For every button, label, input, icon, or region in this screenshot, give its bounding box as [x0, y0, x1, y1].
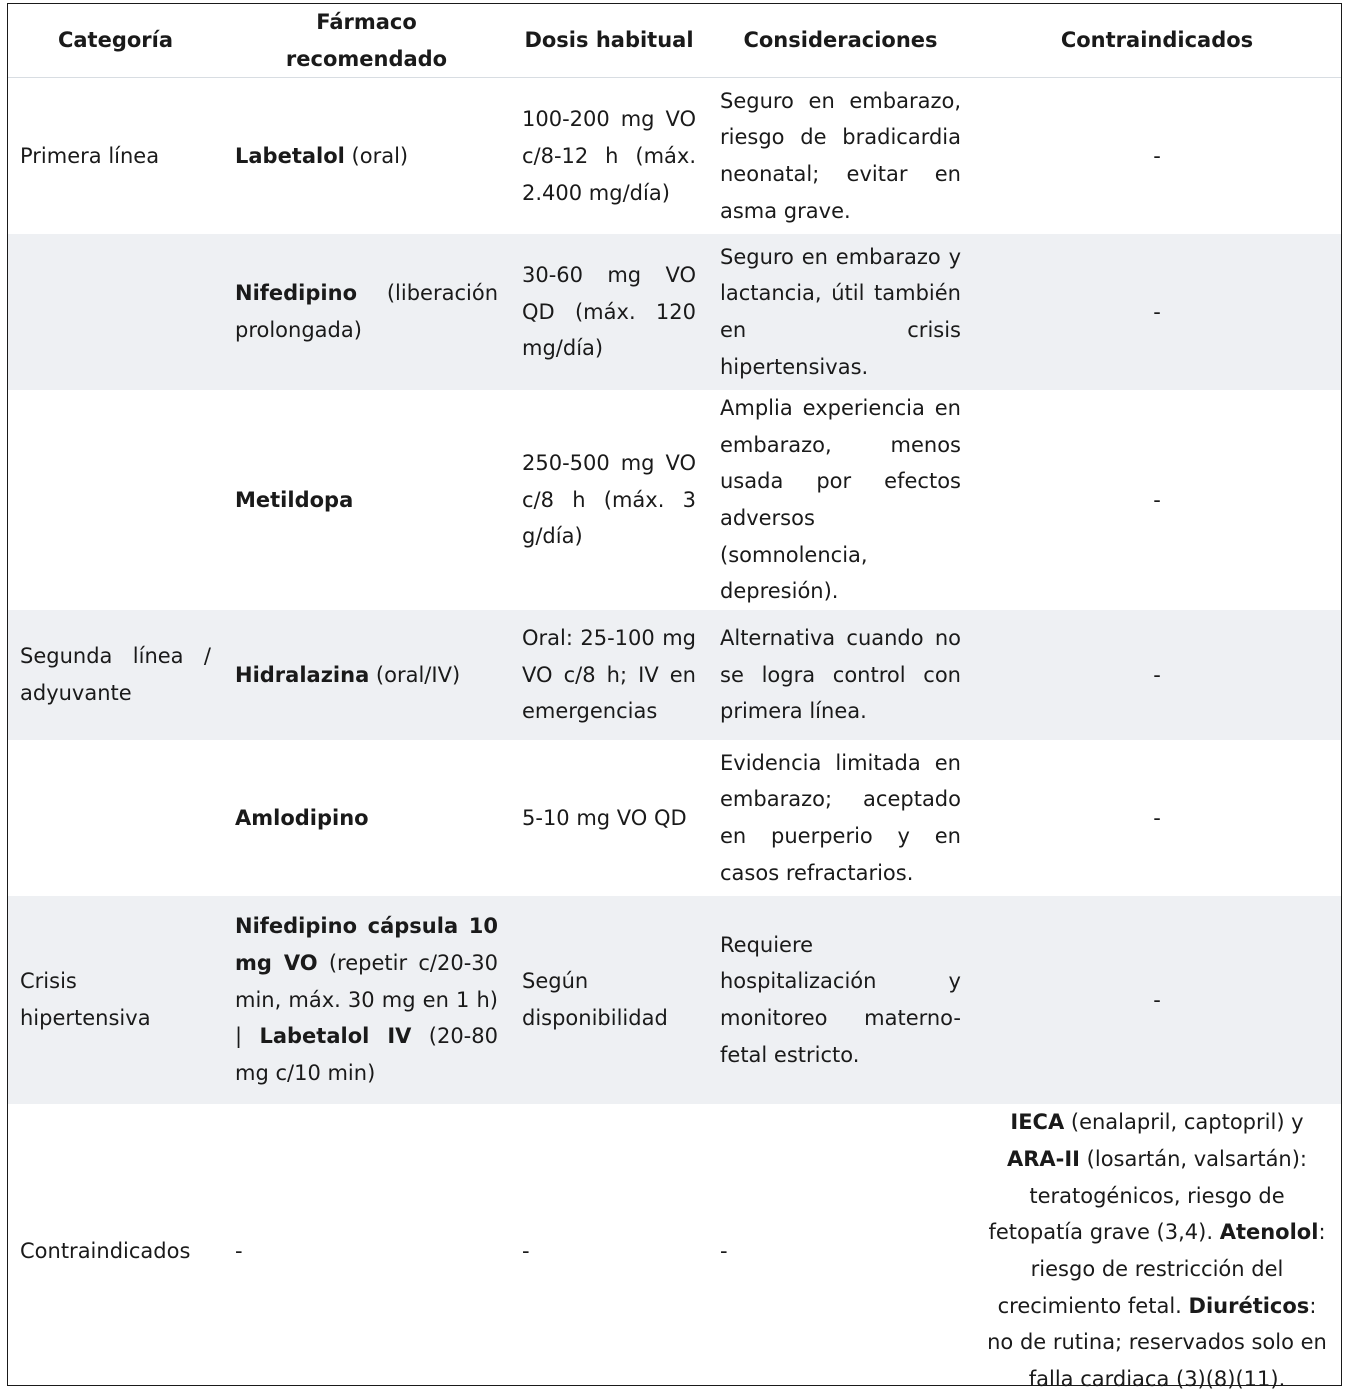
table-row [8, 234, 1341, 390]
cell-dosis: 30-60 mg VO QD (máx. 120 mg/día) [510, 234, 708, 390]
contra-text-2: (losartán, valsartán): teratogénicos, riesgo de fetopatía grave (3,4). [988, 1146, 1308, 1245]
cell-farmaco [223, 740, 510, 896]
cell-contraindicados: - [973, 896, 1341, 1104]
contra-text-3: : riesgo de restricción del crecimiento fetal. [997, 1220, 1326, 1318]
cell-dosis: 5-10 mg VO QD [522, 805, 687, 830]
cell-consideraciones: Evidencia limitada en embarazo; aceptado en puerperio y en casos refractarios. [720, 750, 961, 885]
contra-text-1: (enalapril, captopril) y [1064, 1110, 1304, 1135]
table-row [8, 78, 1341, 234]
header-row [8, 4, 1341, 78]
cell-dosis: 100-200 mg VO c/8-12 h (máx. 2.400 mg/día) [522, 107, 696, 205]
header-farmaco: Fármaco recomendado [223, 4, 510, 78]
drug-name: Nifedipino cápsula 10 mg VO [235, 914, 498, 976]
table-row [8, 740, 1341, 896]
drug-name-2: Labetalol IV [259, 1024, 412, 1049]
cell-farmaco: - [235, 1238, 243, 1263]
cell-dosis: Según disponibilidad [510, 896, 708, 1104]
cell-contraindicados: - [973, 234, 1341, 390]
cell-farmaco [223, 896, 510, 1104]
table-row [8, 1104, 1341, 1398]
drug-detail: (oral/IV) [369, 662, 461, 687]
cell-farmaco [223, 390, 510, 610]
cell-categoria: Primera línea [20, 143, 160, 168]
drug-atenolol: Atenolol [1219, 1220, 1319, 1245]
drug-name: Metildopa [235, 487, 354, 512]
cell-dosis: - [522, 1238, 530, 1263]
cell-contraindicados [973, 1104, 1341, 1398]
cell-categoria [8, 740, 223, 896]
drug-name: Labetalol [235, 143, 345, 168]
drug-class-diureticos: Diuréticos [1188, 1293, 1310, 1318]
cell-farmaco [223, 78, 510, 234]
cell-contraindicados: - [1153, 805, 1161, 830]
drug-detail: (oral) [344, 143, 409, 168]
table-row [8, 390, 1341, 610]
cell-categoria: Segunda línea / adyuvante [8, 610, 223, 740]
antihypertensive-table [8, 4, 1341, 1398]
contra-text-4: : no de rutina; reservados solo en falla cardiaca (3)(8)(11). [987, 1293, 1327, 1392]
cell-consideraciones: Seguro en embarazo y lactancia, útil también en crisis hipertensivas. [708, 234, 973, 390]
drug-detail-2: (20-80 mg c/10 min) [235, 1024, 498, 1086]
cell-dosis: Oral: 25-100 mg VO c/8 h; IV en emergencias [510, 610, 708, 740]
cell-contraindicados: - [1153, 143, 1161, 168]
cell-consideraciones: Amplia experiencia en embarazo, menos usada por efectos adversos (somnolencia, depresión). [720, 395, 961, 604]
cell-consideraciones: Seguro en embarazo, riesgo de bradicardia neonatal; evitar en asma grave. [720, 88, 961, 223]
header-consideraciones: Consideraciones [708, 4, 973, 78]
medication-table-container [7, 3, 1342, 1392]
header-categoria: Categoría [8, 4, 223, 78]
drug-name: Amlodipino [235, 805, 369, 830]
table-row [8, 610, 1341, 740]
cell-categoria: Contraindicados [20, 1238, 191, 1263]
cell-categoria: Crisis hipertensiva [8, 896, 223, 1104]
drug-name: Hidralazina [235, 662, 370, 687]
cell-dosis: 250-500 mg VO c/8 h (máx. 3 g/día) [522, 450, 696, 549]
cell-farmaco [223, 610, 510, 740]
drug-detail: (liberación prolongada) [235, 281, 498, 342]
drug-detail: (repetir c/20-30 min, máx. 30 mg en 1 h) | [235, 951, 498, 1049]
cell-consideraciones: - [720, 1238, 728, 1263]
cell-contraindicados: - [1153, 487, 1161, 512]
cell-contraindicados: - [973, 610, 1341, 740]
cell-consideraciones: Requiere hospitalización y monitoreo materno-fetal estricto. [708, 896, 973, 1104]
cell-categoria [8, 234, 223, 390]
drug-class-ara: ARA-II [1006, 1146, 1080, 1171]
cell-consideraciones: Alternativa cuando no se logra control con primera línea. [708, 610, 973, 740]
header-dosis: Dosis habitual [510, 4, 708, 78]
drug-class-ieca: IECA [1010, 1110, 1065, 1135]
header-contraindicados: Contraindicados [973, 4, 1341, 78]
cell-categoria [8, 390, 223, 610]
table-row [8, 896, 1341, 1104]
drug-name: Nifedipino [235, 281, 357, 306]
cell-farmaco [223, 234, 510, 390]
